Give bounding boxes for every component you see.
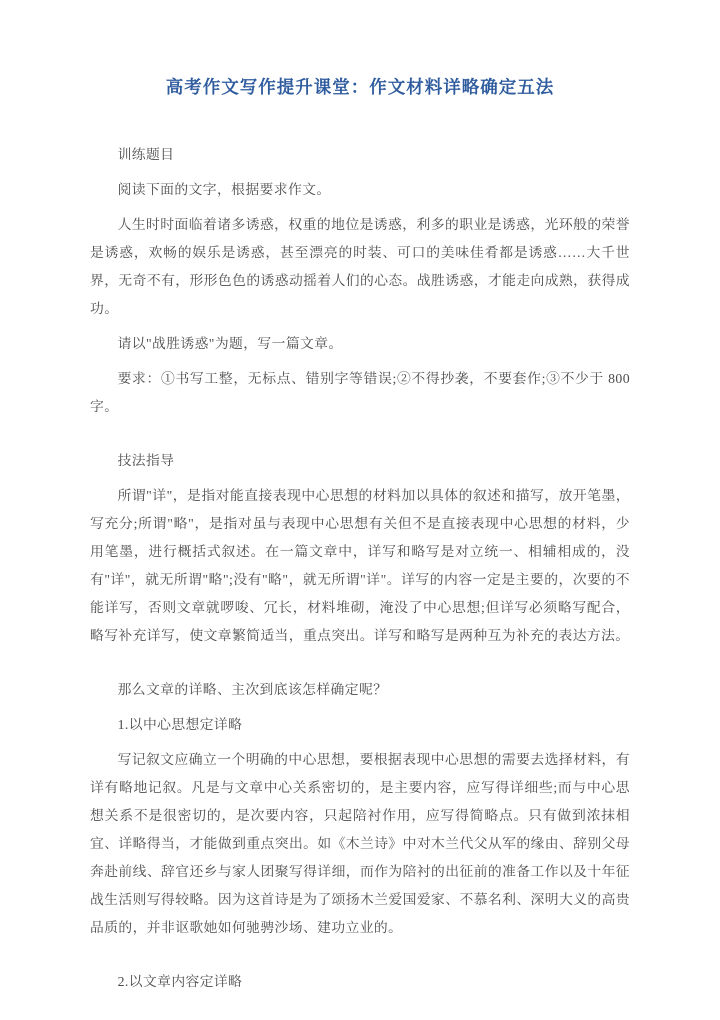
subheading-method-2: 2.以文章内容定详略 [117, 974, 243, 989]
body-paragraph-prompt-intro: 阅读下面的文字，根据要求作文。 [117, 182, 331, 197]
body-paragraph-essay-title-requirement: 请以"战胜诱惑"为题，写一篇文章。 [117, 336, 343, 351]
body-paragraph-prompt-material: 人生时时面临着诸多诱惑，权重的地位是诱惑，利多的职业是诱惑，光环般的荣誉是诱惑，欢畅的娱乐是诱惑，甚至漂亮的时装、可口的美味佳肴都是诱惑……大千世界，无奇不有，形形色色的诱惑动摇着人们的心态。战胜诱惑，才能走向成熟，获得成功。 [90, 217, 630, 316]
body-paragraph-requirements-list: 要求：①书写工整，无标点、错别字等错误;②不得抄袭，不要套作;③不少于 800 字。 [90, 371, 630, 414]
body-paragraph-question-how-to-determine: 那么文章的详略、主次到底该怎样确定呢？ [117, 682, 388, 697]
subheading-method-1: 1.以中心思想定详略 [117, 717, 243, 732]
body-paragraph-detail-vs-brief-explanation: 所谓"详"，是指对能直接表现中心思想的材料加以具体的叙述和描写，放开笔墨，写充分;所谓"略"，是指对虽与表现中心思想有关但不是直接表现中心思想的材料，少用笔墨，进行概括式叙述。在一篇文章中，详写和略写是对立统一、相辅相成的，没有"详"，就无所谓"略";没有"略"，就无所谓"详"。详写的内容一定是主要的，次要的不能详写，否则文章就啰唆、冗长，材料堆砌，淹没了中心思想;但详写必须略写配合，略写补充详写，使文章繁简适当，重点突出。详写和略写是两种互为补充的表达方法。 [90, 488, 630, 643]
body-paragraph-method-1-explanation: 写记叙文应确立一个明确的中心思想，要根据表现中心思想的需要去选择材料，有详有略地记叙。凡是与文章中心关系密切的，是主要内容，应写得详细些;而与中心思想关系不是很密切的，是次要内容，只起陪衬作用，应写得简略点。只有做到浓抹相宜、详略得当，才能做到重点突出。如《木兰诗》中对木兰代父从军的缘由、辞别父母奔赴前线、辞官还乡与家人团聚写得详细，而作为陪衬的出征前的准备工作以及十年征战生活则写得较略。因为这首诗是为了颂扬木兰爱国爱家、不慕名利、深明大义的高贵品质的，并非讴歌她如何驰骋沙场、建功立业的。 [90, 752, 630, 935]
heading-technique-guidance: 技法指导 [117, 453, 175, 468]
document-title: 高考作文写作提升课堂：作文材料详略确定五法 [165, 77, 555, 97]
heading-training-topic: 训练题目 [117, 147, 175, 162]
